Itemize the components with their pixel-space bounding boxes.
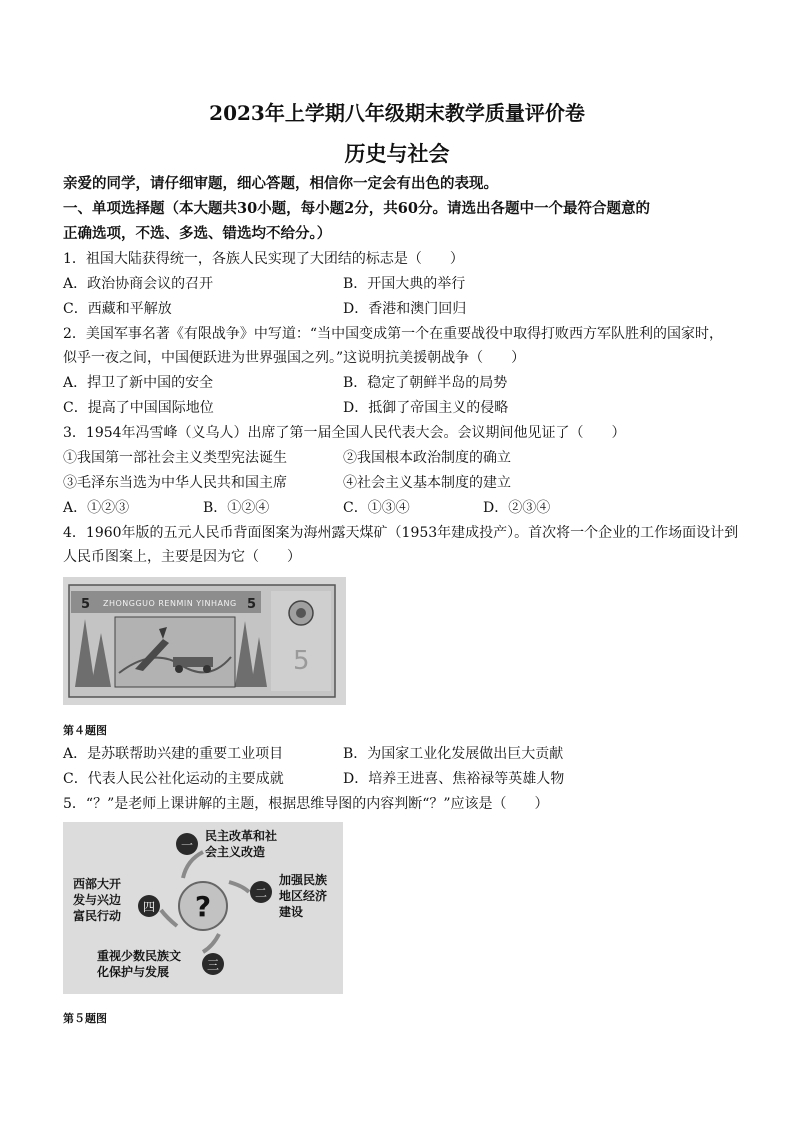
q1-option-d: D．香港和澳门回归 [343, 301, 467, 317]
mindmap-node2-label1: 加强民族 [279, 873, 328, 887]
mindmap-node3-label2: 化保护与发展 [97, 965, 170, 979]
mindmap-node1-label2: 会主义改造 [205, 845, 266, 859]
q1-option-a: A．政治协商会议的召开 [63, 276, 214, 292]
mindmap-image [63, 822, 343, 994]
q2-option-a: A．捍卫了新中国的安全 [63, 375, 214, 391]
banknote-svg [63, 577, 346, 705]
svg-text:一: 一 [180, 838, 194, 852]
mindmap-node3-label1: 重视少数民族文 [97, 949, 182, 963]
q1-stem: 1．祖国大陆获得统一，各族人民实现了大团结的标志是（ ） [63, 251, 464, 267]
subject-title: 历史与社会 [344, 141, 450, 166]
q2-stem-line2: 似乎一夜之间，中国便跃进为世界强国之列。”这说明抗美援朝战争（ ） [63, 350, 526, 366]
q3-option-b: B．①②④ [203, 500, 270, 516]
section-heading-line2: 正确选项，不选、多选、错选均不给分。） [63, 225, 332, 242]
q3-stem: 3．1954年冯雪峰（义乌人）出席了第一届全国人民代表大会。会议期间他见证了（ ） [63, 425, 626, 441]
mindmap-node4-label3: 富民行动 [73, 909, 122, 923]
q4-stem-line1: 4．1960年版的五元人民币背面图案为海州露天煤矿（1953年建成投产）。首次将一个企业的工作场面设计到 [63, 525, 739, 541]
q1-option-b: B．开国大典的举行 [343, 276, 466, 292]
svg-text:二: 二 [254, 886, 268, 900]
mindmap-node2-label2: 地区经济 [279, 889, 328, 903]
banknote-latin-text: ZHONGGUO RENMIN YINHANG [103, 599, 237, 608]
q4-option-c: C．代表人民公社化运动的主要成就 [63, 771, 284, 787]
banknote-denom-right: 5 [247, 597, 257, 612]
q3-statement-2: ②我国根本政治制度的确立 [343, 450, 511, 466]
q4-figure-caption: 第４题图 [63, 724, 107, 737]
q3-option-c: C．①③④ [343, 500, 410, 516]
q2-option-d: D．抵御了帝国主义的侵略 [343, 400, 509, 416]
mindmap-node4-label1: 西部大开 [73, 877, 122, 891]
q4-option-d: D．培养王进喜、焦裕禄等英雄人物 [343, 771, 565, 787]
mindmap-center-question: ? [194, 890, 212, 923]
q2-option-b: B．稳定了朝鲜半岛的局势 [343, 375, 508, 391]
banknote-big-5: 5 [293, 646, 310, 676]
q4-option-b: B．为国家工业化发展做出巨大贡献 [343, 746, 564, 762]
exam-title: 2023年上学期八年级期末教学质量评价卷 [209, 101, 585, 125]
q5-figure-caption: 第５题图 [63, 1012, 107, 1025]
q4-stem-line2: 人民币图案上，主要是因为它（ ） [63, 549, 301, 565]
banknote-denom-left: 5 [81, 597, 91, 612]
q1-option-c: C．西藏和平解放 [63, 301, 172, 317]
q3-statement-4: ④社会主义基本制度的建立 [343, 475, 511, 491]
banknote-image [63, 577, 346, 705]
svg-text:四: 四 [142, 900, 156, 914]
q3-option-a: A．①②③ [63, 500, 130, 516]
section-heading-line1: 一、单项选择题（本大题共30小题，每小题2分，共60分。请选出各题中一个最符合题意的 [63, 200, 650, 217]
q2-option-c: C．提高了中国国际地位 [63, 400, 214, 416]
q2-stem-line1: 2．美国军事名著《有限战争》中写道：“当中国变成第一个在重要战役中取得打败西方军队胜利的国家时， [63, 326, 724, 342]
q4-option-a: A．是苏联帮助兴建的重要工业项目 [63, 746, 284, 762]
intro-text: 亲爱的同学，请仔细审题，细心答题，相信你一定会有出色的表现。 [63, 175, 498, 192]
mindmap-svg [63, 822, 343, 994]
q3-statement-1: ①我国第一部社会主义类型宪法诞生 [63, 450, 287, 466]
mindmap-node2-label3: 建设 [279, 905, 304, 919]
q5-stem: 5．“？”是老师上课讲解的主题，根据思维导图的内容判断“？”应该是（ ） [63, 796, 549, 812]
q3-statement-3: ③毛泽东当选为中华人民共和国主席 [63, 475, 287, 491]
mindmap-node4-label2: 发与兴边 [73, 893, 122, 907]
q3-option-d: D．②③④ [483, 500, 551, 516]
mindmap-node1-label1: 民主改革和社 [205, 829, 278, 843]
svg-text:三: 三 [206, 958, 220, 972]
